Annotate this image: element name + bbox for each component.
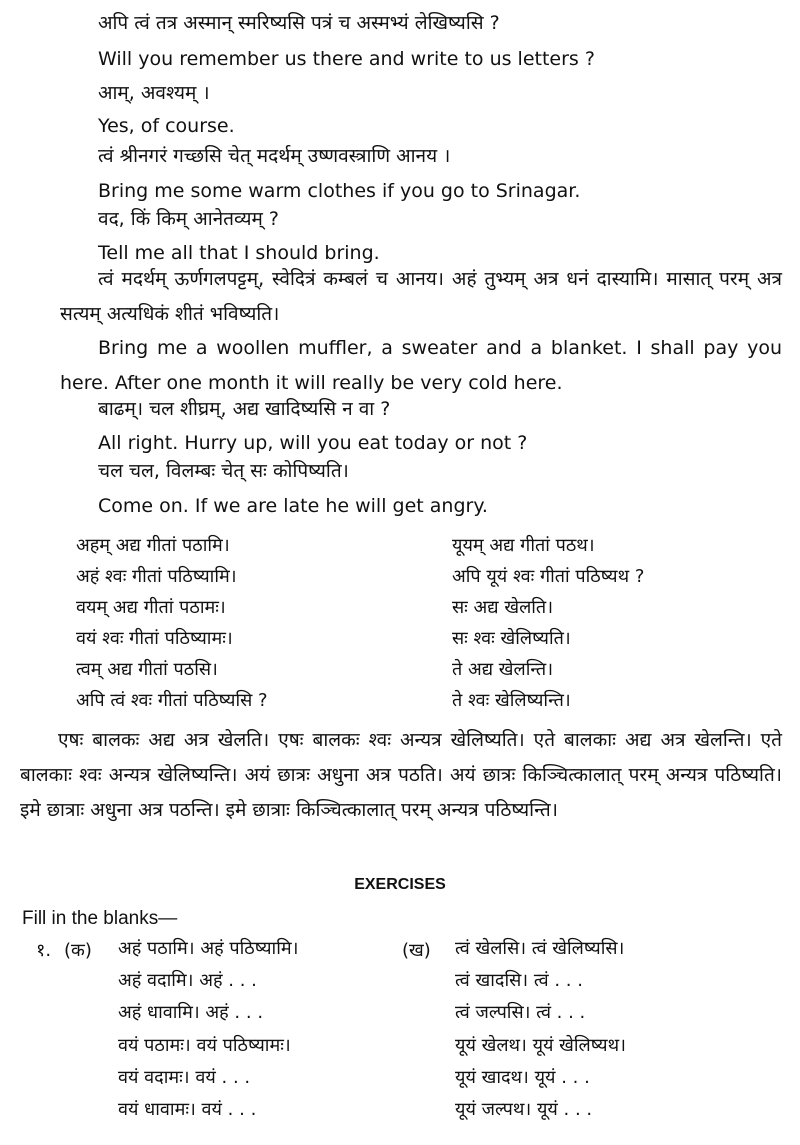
- exercise-b-6: यूयं जल्पथ। यूयं . . .: [455, 1099, 593, 1120]
- dialogue-english-4: Tell me all that I should bring.: [98, 242, 380, 264]
- exercise-b-5: यूयं खादथ। यूयं . . .: [455, 1067, 590, 1088]
- example-left-3: वयम् अद्य गीतां पठामः।: [76, 597, 226, 618]
- exercise-b-2: त्वं खादसि। त्वं . . .: [455, 970, 583, 991]
- example-right-6: ते श्वः खेलिष्यन्ति।: [452, 690, 571, 711]
- example-left-6: अपि त्वं श्वः गीतां पठिष्यसि ?: [76, 690, 268, 711]
- example-right-4: सः श्वः खेलिष्यति।: [452, 628, 571, 649]
- paragraph-narrative: एषः बालकः अद्य अत्र खेलति। एषः बालकः श्वः अन्यत्र खेलिष्यति। एते बालकाः अद्य अत्र खेलन्ति। एते बालकाः श्वः अन्यत्र खेलिष्यन्ति। अयं छात्रः अधुना अत्र पठति। अयं छात्रः किञ्चित्कालात् परम् अन्यत्र पठिष्यति। इमे छात्राः अधुना अत्र पठन्ति। इमे छात्राः किञ्चित्कालात् परम् अन्यत्र पठिष्यन्ति।: [20, 729, 782, 821]
- dialogue-sanskrit-5: बाढम्। चल शीघ्रम्, अद्य खादिष्यसि न वा ?: [98, 398, 391, 420]
- exercise-a-1: अहं पठामि। अहं पठिष्यामि।: [118, 938, 299, 959]
- exercise-b-4: यूयं खेलथ। यूयं खेलिष्यथ।: [455, 1035, 626, 1056]
- example-right-3: सः अद्य खेलति।: [452, 597, 554, 618]
- exercise-a-4: वयं पठामः। वयं पठिष्यामः।: [118, 1035, 291, 1056]
- dialogue-english-5: All right. Hurry up, will you eat today or not ?: [98, 432, 528, 454]
- exercise-a-3: अहं धावामि। अहं . . .: [118, 1002, 264, 1023]
- exercise-a-6: वयं धावामः। वयं . . .: [118, 1099, 257, 1120]
- exercise-marker-b: (ख): [402, 940, 431, 961]
- exercise-a-5: वयं वदामः। वयं . . .: [118, 1067, 251, 1088]
- example-right-5: ते अद्य खेलन्ति।: [452, 659, 554, 680]
- exercise-b-3: त्वं जल्पसि। त्वं . . .: [455, 1002, 586, 1023]
- paragraph-english-request: Bring me a woollen muffler, a sweater and a blanket. I shall pay you here. After one month it will really be very cold here.: [60, 337, 782, 394]
- dialogue-english-3: Bring me some warm clothes if you go to Srinagar.: [98, 180, 581, 202]
- dialogue-english-2: Yes, of course.: [98, 115, 235, 137]
- dialogue-english-1: Will you remember us there and write to us letters ?: [98, 48, 595, 70]
- exercise-marker-a: (क): [64, 940, 92, 961]
- dialogue-sanskrit-2: आम्, अवश्यम् ।: [98, 82, 210, 104]
- dialogue-sanskrit-1: अपि त्वं तत्र अस्मान् स्मरिष्यसि पत्रं च अस्मभ्यं लेखिष्यसि ?: [98, 12, 500, 34]
- exercise-b-1: त्वं खेलसि। त्वं खेलिष्यसि।: [455, 938, 625, 959]
- dialogue-sanskrit-4: वद, किं किम् आनेतव्यम् ?: [98, 208, 279, 230]
- example-left-5: त्वम् अद्य गीतां पठसि।: [76, 659, 218, 680]
- example-right-2: अपि यूयं श्वः गीतां पठिष्यथ ?: [452, 566, 645, 587]
- example-left-1: अहम् अद्य गीतां पठामि।: [76, 535, 230, 556]
- example-left-4: वयं श्वः गीतां पठिष्यामः।: [76, 628, 233, 649]
- exercise-number: १.: [36, 940, 52, 961]
- dialogue-sanskrit-3: त्वं श्रीनगरं गच्छसि चेत् मदर्थम् उष्णवस्त्राणि आनय ।: [98, 145, 451, 167]
- example-left-2: अहं श्वः गीतां पठिष्यामि।: [76, 566, 237, 587]
- exercise-a-2: अहं वदामि। अहं . . .: [118, 970, 257, 991]
- exercises-title: EXERCISES: [354, 876, 446, 893]
- example-right-1: यूयम् अद्य गीतां पठथ।: [452, 535, 595, 556]
- dialogue-sanskrit-6: चल चल, विलम्बः चेत् सः कोपिष्यति।: [98, 460, 349, 482]
- paragraph-sanskrit-request: त्वं मदर्थम् ऊर्णगलपट्टम्, स्वेदित्रं कम्बलं च आनय। अहं तुभ्यम् अत्र धनं दास्यामि। मासात् परम् अत्र सत्यम् अत्यधिकं शीतं भविष्यति।: [60, 268, 782, 325]
- exercises-instruction: Fill in the blanks—: [22, 908, 178, 929]
- dialogue-english-6: Come on. If we are late he will get angry.: [98, 495, 488, 517]
